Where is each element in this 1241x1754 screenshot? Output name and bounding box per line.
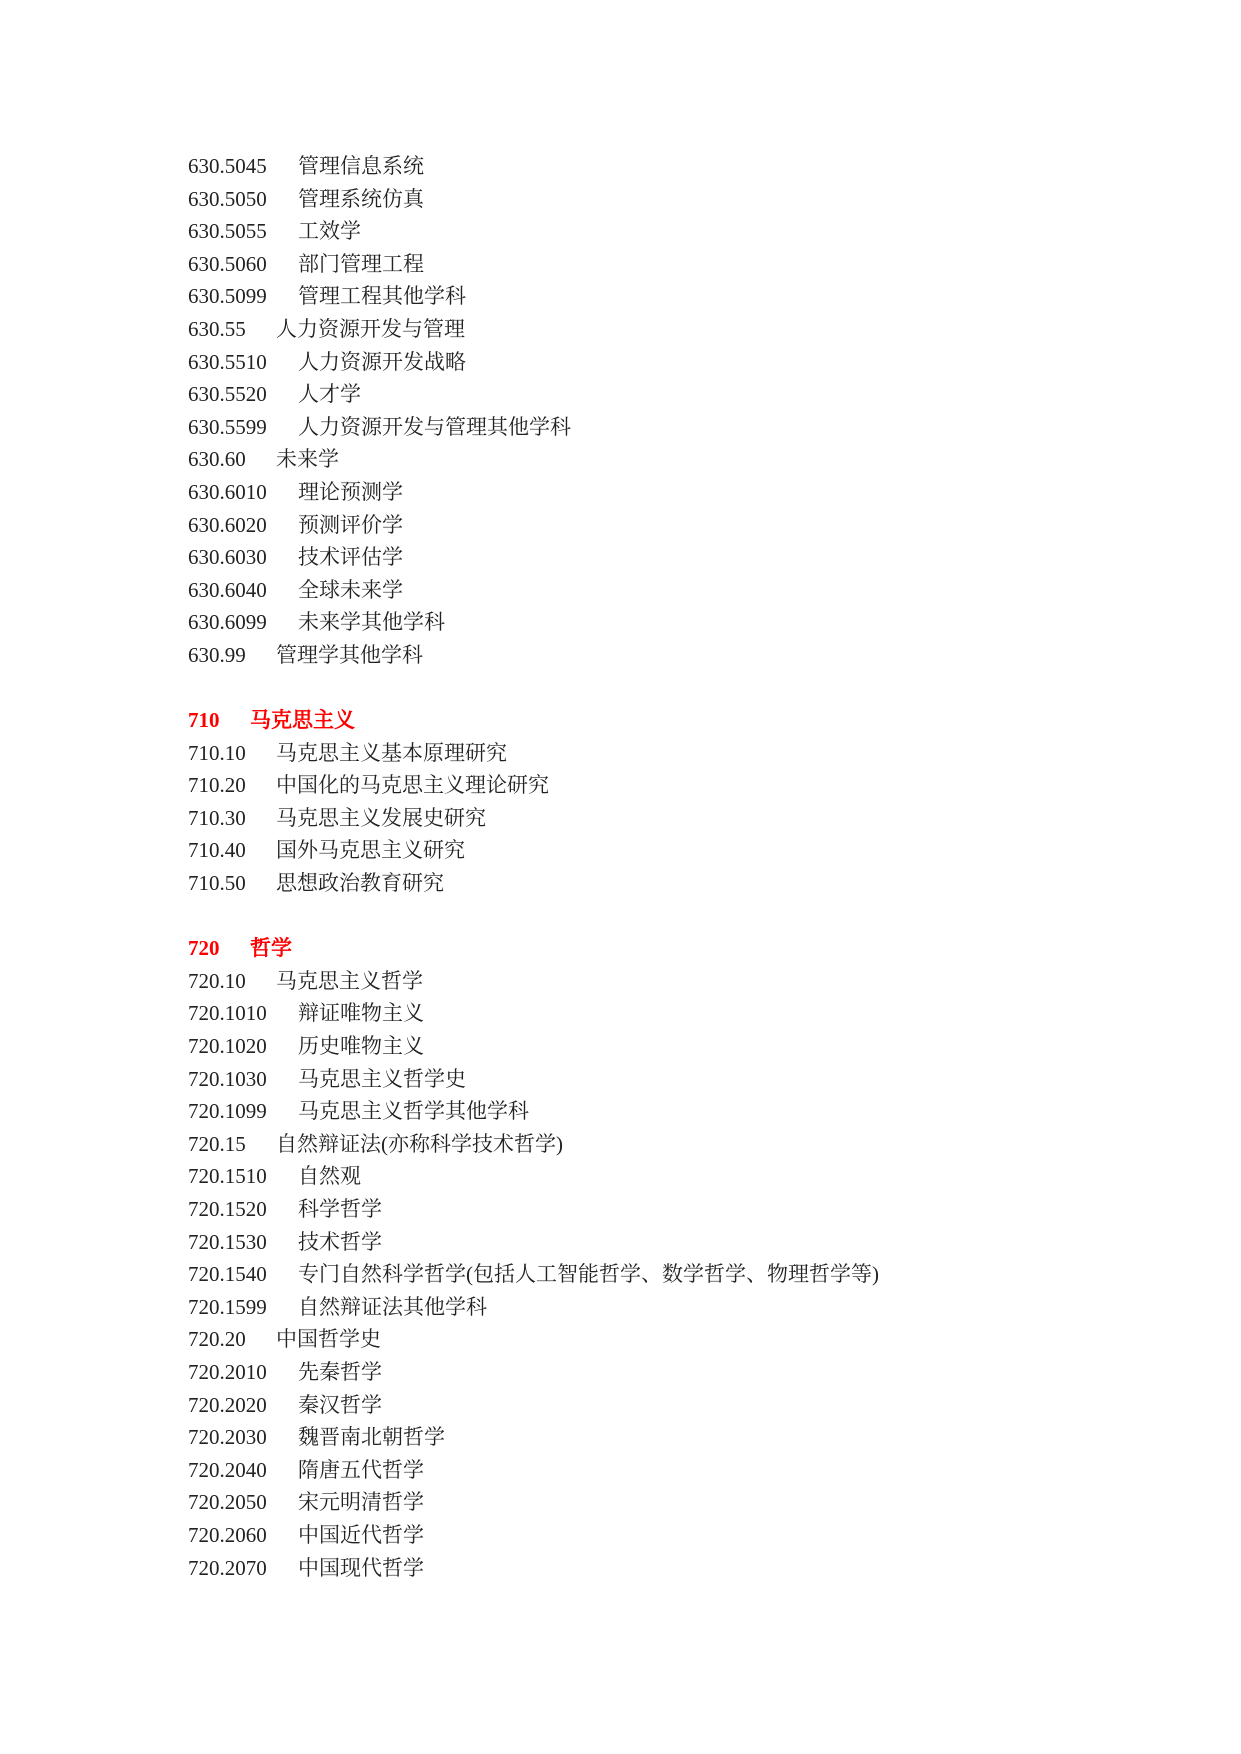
item-code: 630.6010: [188, 479, 267, 504]
item-code: 630.5060: [188, 251, 267, 276]
item-code: 720.2020: [188, 1392, 267, 1417]
list-item: [188, 1291, 1188, 1324]
list-item: [188, 1323, 1188, 1356]
list-item: [188, 997, 1188, 1030]
list-item: [188, 769, 1188, 802]
item-name: 先秦哲学: [298, 1359, 382, 1384]
list-item: [188, 248, 1188, 281]
item-code: 630.5055: [188, 219, 267, 244]
item-name: 中国哲学史: [276, 1327, 381, 1352]
item-name: 思想政治教育研究: [276, 871, 444, 896]
list-item: [188, 639, 1188, 672]
item-name: 全球未来学: [298, 577, 403, 602]
list-item: [188, 1486, 1188, 1519]
item-code: 710.40: [188, 838, 246, 863]
item-code: 630.5050: [188, 186, 267, 211]
item-name: 马克思主义哲学: [276, 968, 423, 993]
item-name: 马克思主义基本原理研究: [276, 740, 507, 765]
list-item: [188, 476, 1188, 509]
item-name: 管理学其他学科: [276, 642, 423, 667]
section-code: 710: [188, 708, 220, 733]
item-name: 自然辩证法(亦称科学技术哲学): [276, 1131, 563, 1156]
list-item: [188, 1095, 1188, 1128]
list-item: [188, 965, 1188, 998]
list-item: [188, 802, 1188, 835]
item-code: 720.2040: [188, 1457, 267, 1482]
list-item: [188, 1519, 1188, 1552]
list-item: [188, 411, 1188, 444]
item-code: 720.10: [188, 968, 246, 993]
item-name: 自然观: [298, 1164, 361, 1189]
item-code: 720.1599: [188, 1294, 267, 1319]
item-code: 630.5045: [188, 154, 267, 178]
item-code: 720.1020: [188, 1034, 267, 1059]
list-item: [188, 313, 1188, 346]
item-code: 710.50: [188, 871, 246, 896]
item-name: 管理信息系统: [298, 154, 424, 178]
item-name: 马克思主义发展史研究: [276, 805, 486, 830]
item-name: 秦汉哲学: [298, 1392, 382, 1417]
list-item: [188, 443, 1188, 476]
item-code: 720.2070: [188, 1555, 267, 1580]
list-item: [188, 1160, 1188, 1193]
item-code: 630.6030: [188, 545, 267, 570]
item-code: 710.10: [188, 740, 246, 765]
list-item: [188, 183, 1188, 216]
item-code: 630.99: [188, 642, 246, 667]
item-name: 中国现代哲学: [298, 1555, 424, 1580]
list-item: [188, 280, 1188, 313]
item-name: 人力资源开发与管理: [276, 316, 465, 341]
section-spacer: [188, 672, 1188, 705]
list-item: [188, 378, 1188, 411]
list-item: [188, 606, 1188, 639]
item-code: 630.6020: [188, 512, 267, 537]
item-code: 630.5599: [188, 414, 267, 439]
list-item: [188, 541, 1188, 574]
item-name: 预测评价学: [298, 512, 403, 537]
item-name: 魏晋南北朝哲学: [298, 1425, 445, 1450]
item-name: 人力资源开发战略: [298, 349, 466, 374]
section-spacer: [188, 900, 1188, 933]
item-name: 中国化的马克思主义理论研究: [276, 773, 549, 798]
item-name: 专门自然科学哲学(包括人工智能哲学、数学哲学、物理哲学等): [298, 1262, 879, 1287]
section-title: 哲学: [250, 936, 292, 961]
item-code: 720.15: [188, 1131, 246, 1156]
list-item: [188, 1356, 1188, 1389]
item-code: 630.5099: [188, 284, 267, 309]
item-name: 中国近代哲学: [298, 1522, 424, 1547]
item-name: 历史唯物主义: [298, 1034, 424, 1059]
list-item: [188, 1421, 1188, 1454]
section-code: 720: [188, 936, 220, 961]
item-code: 720.1030: [188, 1066, 267, 1091]
item-code: 630.5520: [188, 382, 267, 407]
item-name: 宋元明清哲学: [298, 1490, 424, 1515]
item-name: 人才学: [298, 382, 361, 407]
item-code: 630.6040: [188, 577, 267, 602]
section-heading-710: [188, 704, 1188, 737]
list-item: [188, 1128, 1188, 1161]
item-code: 630.60: [188, 447, 246, 472]
item-code: 630.5510: [188, 349, 267, 374]
item-code: 720.1540: [188, 1262, 267, 1287]
item-name: 马克思主义哲学史: [298, 1066, 466, 1091]
item-name: 管理工程其他学科: [298, 284, 466, 309]
item-code: 720.2030: [188, 1425, 267, 1450]
item-code: 720.20: [188, 1327, 246, 1352]
list-item: [188, 834, 1188, 867]
item-name: 辩证唯物主义: [298, 1001, 424, 1026]
list-item: [188, 1193, 1188, 1226]
item-name: 国外马克思主义研究: [276, 838, 465, 863]
discipline-code-list: [188, 150, 1188, 1584]
item-name: 技术评估学: [298, 545, 403, 570]
list-item: [188, 1552, 1188, 1585]
item-code: 710.20: [188, 773, 246, 798]
list-item: [188, 1063, 1188, 1096]
item-code: 720.1530: [188, 1229, 267, 1254]
item-code: 720.1520: [188, 1197, 267, 1221]
item-name: 自然辩证法其他学科: [298, 1294, 487, 1319]
item-name: 理论预测学: [298, 479, 403, 504]
item-code: 720.2050: [188, 1490, 267, 1515]
list-item: [188, 1454, 1188, 1487]
item-name: 人力资源开发与管理其他学科: [298, 414, 571, 439]
item-name: 马克思主义哲学其他学科: [298, 1099, 529, 1124]
list-item: [188, 574, 1188, 607]
list-item: [188, 1258, 1188, 1291]
list-item: [188, 1030, 1188, 1063]
item-code: 720.1099: [188, 1099, 267, 1124]
item-code: 630.55: [188, 316, 246, 341]
list-item: [188, 150, 1188, 183]
item-code: 710.30: [188, 805, 246, 830]
list-item: [188, 1226, 1188, 1259]
item-name: 科学哲学: [298, 1197, 382, 1221]
list-item: [188, 215, 1188, 248]
item-code: 630.6099: [188, 610, 267, 635]
list-item: [188, 509, 1188, 542]
item-name: 未来学其他学科: [298, 610, 445, 635]
item-name: 未来学: [276, 447, 339, 472]
item-name: 工效学: [298, 219, 361, 244]
list-item: [188, 737, 1188, 770]
list-item: [188, 346, 1188, 379]
list-item: [188, 867, 1188, 900]
list-item: [188, 1389, 1188, 1422]
section-title: 马克思主义: [250, 708, 355, 733]
item-name: 隋唐五代哲学: [298, 1457, 424, 1482]
item-code: 720.1010: [188, 1001, 267, 1026]
item-name: 部门管理工程: [298, 251, 424, 276]
item-name: 管理系统仿真: [298, 186, 424, 211]
item-name: 技术哲学: [298, 1229, 382, 1254]
item-code: 720.1510: [188, 1164, 267, 1189]
section-heading-720: [188, 932, 1188, 965]
item-code: 720.2010: [188, 1359, 267, 1384]
item-code: 720.2060: [188, 1522, 267, 1547]
